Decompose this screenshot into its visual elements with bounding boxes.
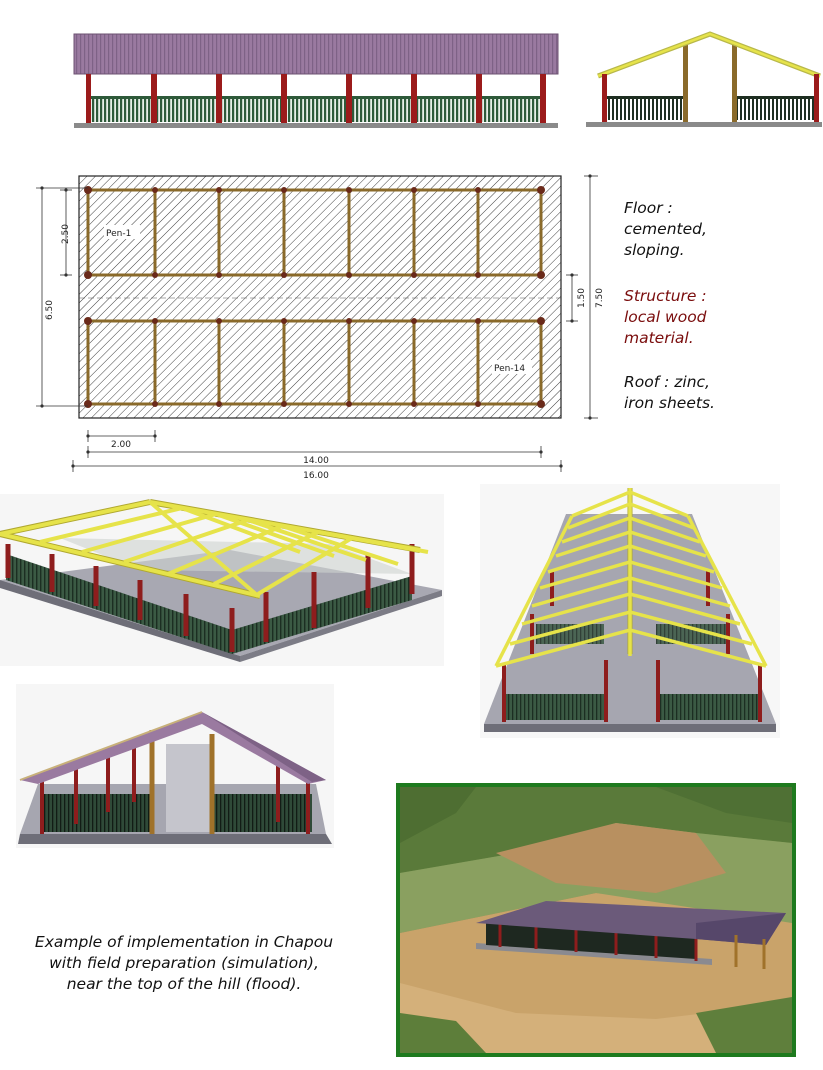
structure-note-line: material. bbox=[624, 329, 694, 347]
pen-14-label: Pen-14 bbox=[494, 364, 526, 374]
structure-note-line: Structure : bbox=[624, 287, 707, 305]
ground-line bbox=[74, 123, 558, 128]
roofed-3d-view bbox=[16, 684, 334, 848]
floor-note bbox=[624, 198, 707, 261]
caption-line: near the top of the hill (flood). bbox=[66, 975, 302, 993]
dim-total-depth-left: 6.50 bbox=[45, 299, 55, 321]
structure-note bbox=[624, 286, 707, 349]
dim-total-depth-right: 7.50 bbox=[595, 287, 605, 309]
floor-note-line: Floor : bbox=[624, 199, 673, 217]
dim-total-length: 16.00 bbox=[303, 471, 329, 481]
pen-1-label: Pen-1 bbox=[106, 229, 132, 239]
roof-note-line: iron sheets. bbox=[624, 394, 715, 412]
dim-pen-width: 2.00 bbox=[110, 440, 132, 450]
floor-note-line: sloping. bbox=[624, 241, 685, 259]
caption-line: with field preparation (simulation), bbox=[49, 954, 319, 972]
site-photo-simulation bbox=[396, 783, 796, 1057]
dim-pen-depth: 2.50 bbox=[61, 223, 71, 245]
floor-plan-drawing bbox=[28, 150, 618, 484]
roof-note bbox=[624, 372, 715, 414]
side-elevation-drawing bbox=[72, 30, 562, 132]
frame-3d-view-left bbox=[0, 494, 444, 666]
caption-line: Example of implementation in Chapou bbox=[34, 933, 334, 951]
photo-caption bbox=[8, 932, 360, 995]
roof-note-line: Roof : zinc, bbox=[624, 373, 710, 391]
structure-note-line: local wood bbox=[624, 308, 707, 326]
dim-inner-length: 14.00 bbox=[303, 456, 329, 466]
frame-3d-view-right bbox=[480, 484, 780, 738]
roof-panel bbox=[74, 34, 558, 74]
end-elevation-drawing bbox=[584, 28, 823, 132]
dim-aisle-width: 1.50 bbox=[577, 287, 587, 309]
floor-note-line: cemented, bbox=[624, 220, 707, 238]
